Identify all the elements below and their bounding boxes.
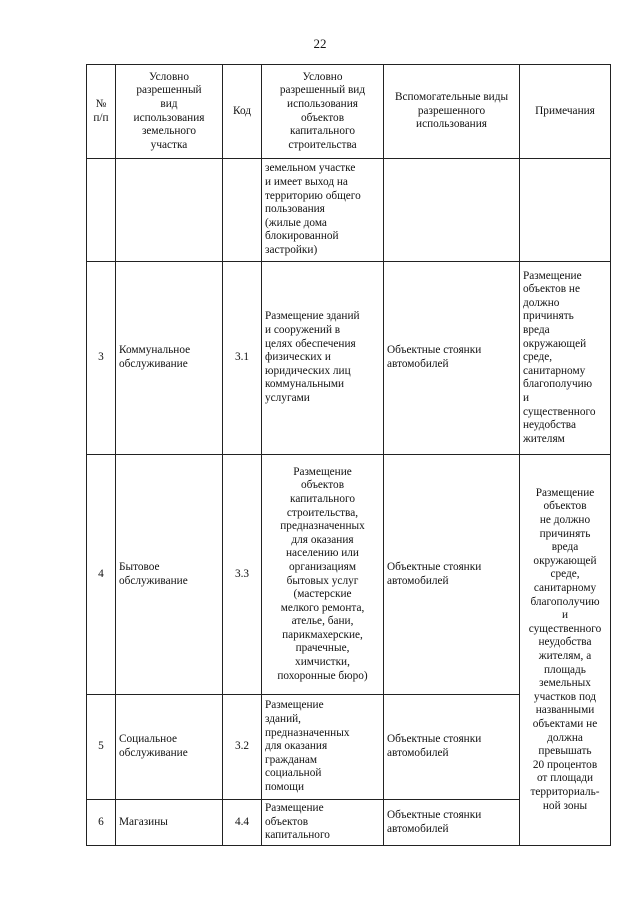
table-row — [87, 455, 611, 695]
row-num: 4 — [87, 455, 116, 695]
row-notes: Размещение объектов не должно причинять вреда окружающей среде, санитарному благополучию и существенного неудобства жителям — [520, 262, 611, 455]
row-land-use — [116, 159, 223, 262]
row-auxiliary-use: Объектные стоянки автомобилей — [384, 455, 520, 695]
row-land-use: Коммунальное обслуживание — [116, 262, 223, 455]
row-land-use: Бытовое обслуживание — [116, 455, 223, 695]
table-row — [87, 262, 611, 455]
row-capital-use: Размещение объектов капитального — [262, 800, 384, 846]
header-notes: Примечания — [520, 65, 611, 159]
zoning-table — [86, 64, 611, 846]
row-code: 3.3 — [223, 455, 262, 695]
header-code: Код — [223, 65, 262, 159]
row-num — [87, 159, 116, 262]
header-land-use: Условно разрешенный вид использования земельного участка — [116, 65, 223, 159]
row-num: 3 — [87, 262, 116, 455]
merged-notes: Размещение объектов не должно причинять вреда окружающей среде, санитарному благополучию и существенного неудобства жителям, а площадь земельных участков под названными объектами не должна превышать 20 процентов от площади территориаль- ной зоны — [520, 455, 611, 846]
row-capital-use: Размещение объектов капитального строительства, предназначенных для оказания населению или организациям бытовых услуг (мастерские мелкого ремонта, ателье, бани, парикмахерские, прачечные, химчистки, похоронные бюро) — [262, 455, 384, 695]
row-capital-use: Размещение зданий, предназначенных для оказания гражданам социальной помощи — [262, 695, 384, 800]
row-capital-use: Размещение зданий и сооружений в целях обеспечения физических и юридических лиц коммунальными услугами — [262, 262, 384, 455]
row-auxiliary-use: Объектные стоянки автомобилей — [384, 695, 520, 800]
row-code: 3.1 — [223, 262, 262, 455]
row-code: 4.4 — [223, 800, 262, 846]
row-auxiliary-use: Объектные стоянки автомобилей — [384, 262, 520, 455]
row-auxiliary-use — [384, 159, 520, 262]
row-land-use: Магазины — [116, 800, 223, 846]
table-row — [87, 159, 611, 262]
table-header-row — [87, 65, 611, 159]
row-land-use: Социальное обслуживание — [116, 695, 223, 800]
page-number: 22 — [313, 36, 327, 51]
row-notes — [520, 159, 611, 262]
row-capital-use: земельном участке и имеет выход на территорию общего пользования (жилые дома блокированной застройки) — [262, 159, 384, 262]
row-num: 5 — [87, 695, 116, 800]
row-num: 6 — [87, 800, 116, 846]
header-num: № п/п — [87, 65, 116, 159]
row-code: 3.2 — [223, 695, 262, 800]
row-auxiliary-use: Объектные стоянки автомобилей — [384, 800, 520, 846]
row-code — [223, 159, 262, 262]
header-capital-use: Условно разрешенный вид использования объектов капитального строительства — [262, 65, 384, 159]
header-auxiliary-use: Вспомогательные виды разрешенного использования — [384, 65, 520, 159]
